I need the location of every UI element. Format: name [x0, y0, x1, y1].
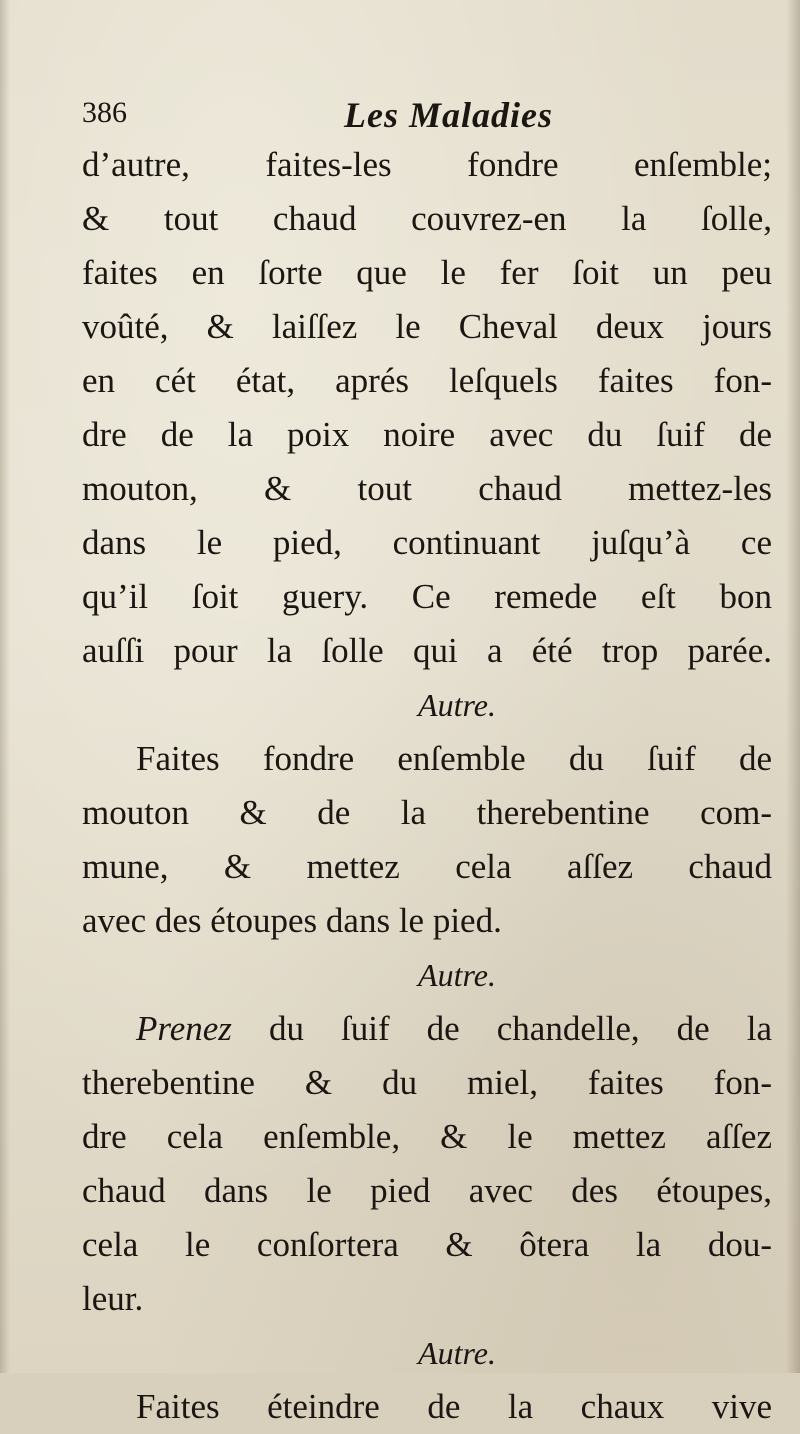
text-line: Faites éteindre de la chaux vive [136, 1387, 772, 1426]
body-text [82, 138, 772, 1434]
page-header [82, 96, 772, 142]
text-line: mune, & mettez cela aſſez chaud [82, 847, 772, 886]
text-line: leur. [82, 1279, 144, 1318]
running-title: Les Maladies [344, 95, 553, 135]
text-line: mouton & de la therebentine com- [82, 793, 772, 832]
text-line: chaud dans le pied avec des étoupes, [82, 1171, 772, 1210]
text-span: du ſuif de chandelle, de la [268, 1009, 772, 1048]
page-number: 386 [82, 96, 127, 129]
text-line: dans le pied, continuant juſqu’à ce [82, 523, 772, 562]
text-line [82, 1002, 772, 1056]
text-line: cela le conſortera & ôtera la dou- [82, 1225, 772, 1264]
emphasized-word: Prenez [136, 1009, 232, 1048]
section-heading: Autre. [418, 957, 496, 993]
text-line: dre de la poix noire avec du ſuif de [82, 415, 772, 454]
text-line: auſſi pour la ſolle qui a été trop parée. [82, 631, 772, 670]
text-line: qu’il ſoit guery. Ce remede eſt bon [82, 577, 772, 616]
page-edge-shadow-right [786, 0, 800, 1373]
page-edge-shadow-left [0, 0, 10, 1373]
text-line: voûté, & laiſſez le Cheval deux jours [82, 307, 772, 346]
text-line: d’autre, faites-les fondre enſemble; [82, 145, 772, 184]
section-heading: Autre. [418, 687, 496, 723]
text-line: & tout chaud couvrez-en la ſolle, [82, 199, 772, 238]
text-line: therebentine & du miel, faites fon- [82, 1063, 772, 1102]
text-line: Faites fondre enſemble du ſuif de [136, 739, 772, 778]
text-line: avec des étoupes dans le pied. [82, 901, 502, 940]
text-line: dre cela enſemble, & le mettez aſſez [82, 1117, 772, 1156]
section-heading: Autre. [418, 1335, 496, 1371]
text-line: mouton, & tout chaud mettez-les [82, 469, 772, 508]
text-line: en cét état, aprés leſquels faites fon- [82, 361, 772, 400]
text-line: faites en ſorte que le fer ſoit un peu [82, 253, 772, 292]
